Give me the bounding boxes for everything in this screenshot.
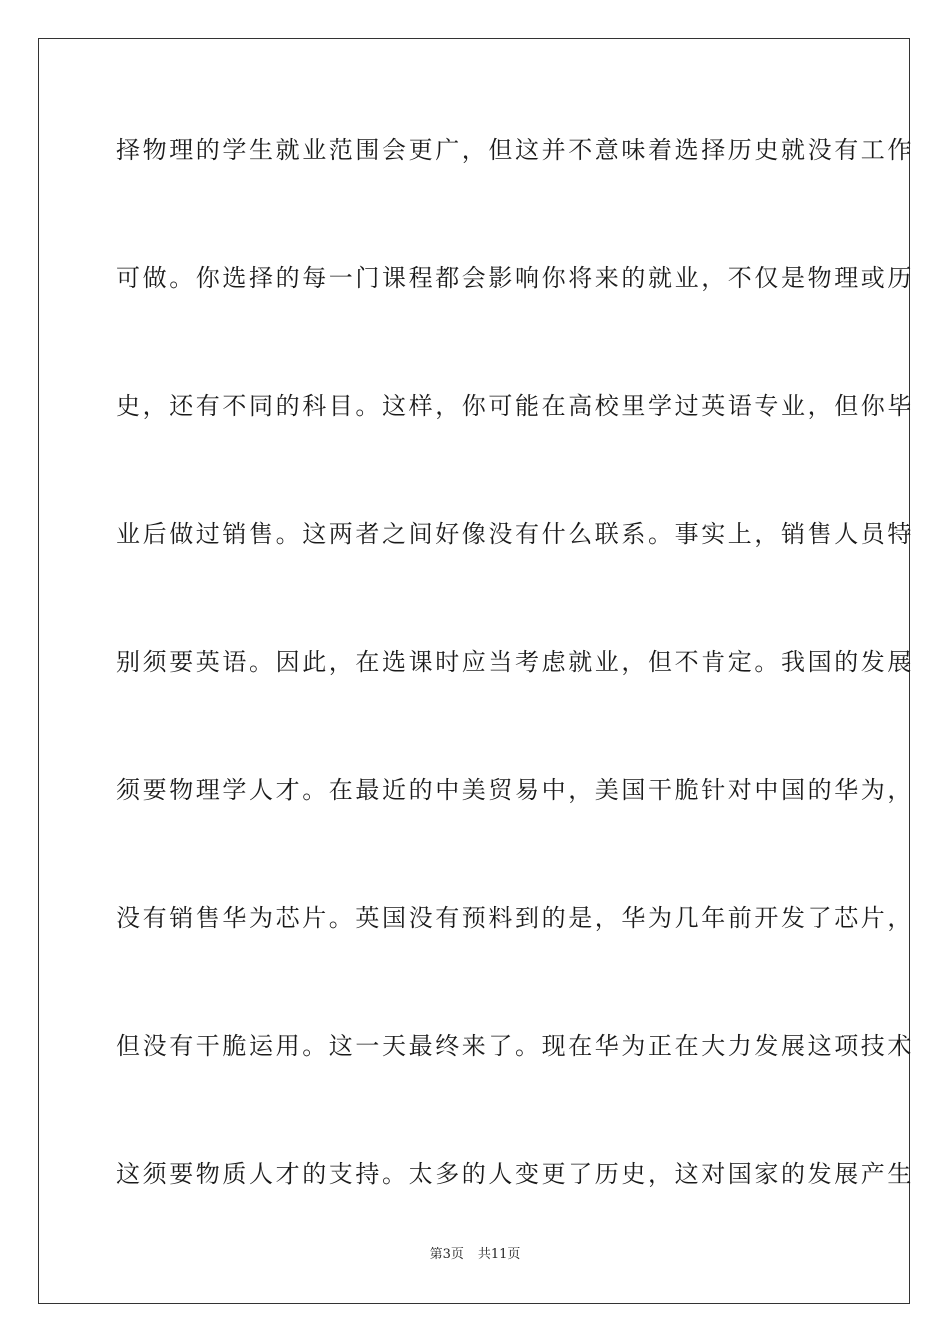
body-text-line: 别须要英语。因此，在选课时应当考虑就业，但不肯定。我国的发展 <box>116 648 914 676</box>
body-text-line: 须要物理学人才。在最近的中美贸易中，美国干脆针对中国的华为， <box>116 776 914 804</box>
body-text-line: 可做。你选择的每一门课程都会影响你将来的就业，不仅是物理或历 <box>116 264 914 292</box>
page-number: 第3页 <box>429 1247 464 1262</box>
page-total: 共11页 <box>477 1247 521 1262</box>
body-text-line: 没有销售华为芯片。英国没有预料到的是，华为几年前开发了芯片， <box>116 904 914 932</box>
body-text-line: 史，还有不同的科目。这样，你可能在高校里学过英语专业，但你毕 <box>116 392 914 420</box>
body-text-line: 这须要物质人才的支持。太多的人变更了历史，这对国家的发展产生 <box>116 1160 914 1188</box>
body-text-line: 但没有干脆运用。这一天最终来了。现在华为正在大力发展这项技术 <box>116 1032 914 1060</box>
page-footer <box>0 1246 950 1264</box>
body-text-line: 择物理的学生就业范围会更广，但这并不意味着选择历史就没有工作 <box>116 136 914 164</box>
body-text-line: 业后做过销售。这两者之间好像没有什么联系。事实上，销售人员特 <box>116 520 914 548</box>
